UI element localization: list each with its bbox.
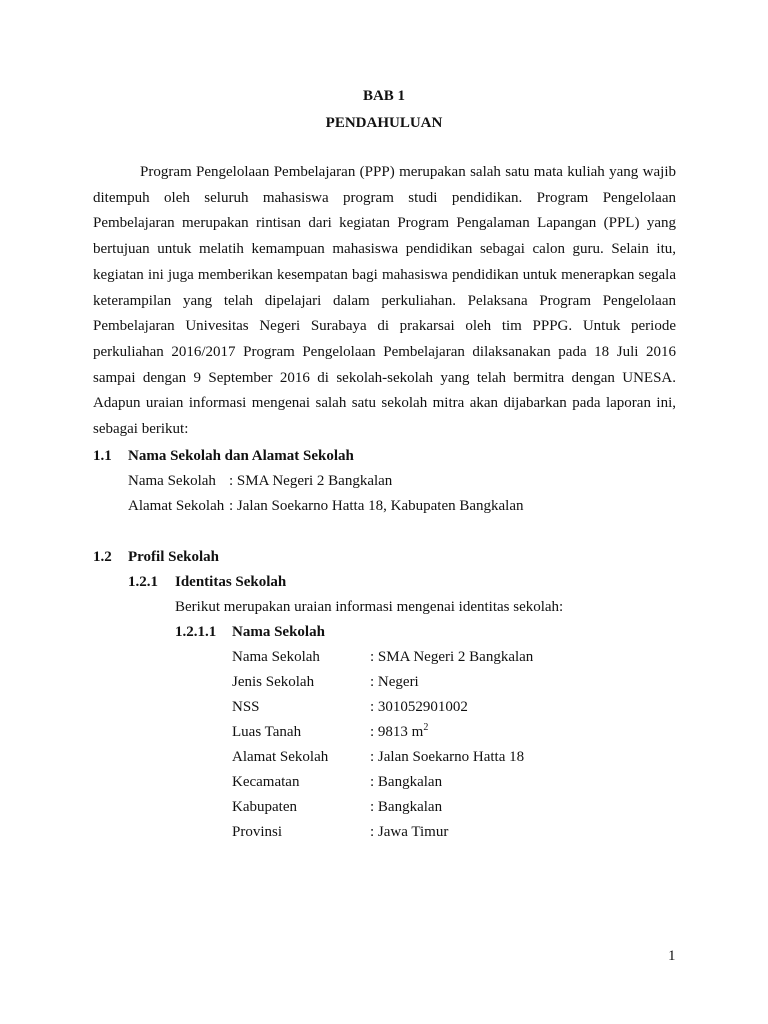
identity-value	[370, 724, 428, 741]
chapter-number: BAB 1	[362, 88, 406, 104]
page-number: 1	[668, 948, 676, 964]
intro-paragraph: Program Pengelolaan Pembelajaran (PPP) merupakan salah satu mata kuliah yang wajib ditempuh oleh seluruh mahasiswa program studi pendidikan. Program Pengelolaan Pembelajaran merupakan rintisan dari kegiatan Program Pengalaman Lapangan (PPL) yang bertujuan untuk melatih kemampuan mahasiswa pendidikan sebagai calon guru. Selain itu, kegiatan ini juga memberikan kesempatan bagi mahasiswa pendidikan untuk menerapkan segala keterampilan yang telah dipelajari dalam perkuliahan. Pelaksana Program Pengelolaan Pembelajaran Univesitas Negeri Surabaya di prakarsai oleh tim PPPG. Untuk periode perkuliahan 2016/2017 Program Pengelolaan Pembelajaran dilaksanakan pada 18 Juli 2016 sampai dengan 9 September 2016 di sekolah-sekolah yang telah bermitra dengan UNESA. Adapun uraian informasi mengenai salah satu sekolah mitra akan dijabarkan pada laporan ini, sebagai berikut:	[93, 164, 676, 438]
identity-value: : SMA Negeri 2 Bangkalan	[370, 649, 534, 665]
identity-value: : Jalan Soekarno Hatta 18	[370, 749, 525, 765]
identity-label: NSS	[232, 699, 260, 715]
identity-label: Provinsi	[232, 824, 283, 840]
section-1-2-1-1-number: 1.2.1.1	[175, 624, 217, 640]
section-1-1-title: Nama Sekolah dan Alamat Sekolah	[128, 448, 354, 464]
section-1-1-number: 1.1	[93, 448, 112, 464]
land-area-value: : 9813 m	[370, 724, 424, 740]
identity-label: Kabupaten	[232, 799, 297, 815]
identity-label: Jenis Sekolah	[232, 674, 315, 690]
land-area-unit-exponent: 2	[423, 722, 429, 733]
identity-value: : Bangkalan	[370, 799, 443, 815]
intro-paragraph-block	[93, 160, 676, 443]
identity-label: Nama Sekolah	[232, 649, 320, 665]
identity-value: : Jawa Timur	[370, 824, 449, 840]
identity-label: Alamat Sekolah	[232, 749, 329, 765]
section-1-2-number: 1.2	[93, 549, 112, 565]
section-1-2-1-1-title: Nama Sekolah	[232, 624, 325, 640]
identity-label: Luas Tanah	[232, 724, 302, 740]
school-address-value: : Jalan Soekarno Hatta 18, Kabupaten Bangkalan	[229, 498, 524, 514]
section-1-2-1-title: Identitas Sekolah	[175, 574, 287, 590]
school-name-value: : SMA Negeri 2 Bangkalan	[229, 473, 393, 489]
identity-intro: Berikut merupakan uraian informasi mengenai identitas sekolah:	[175, 599, 564, 615]
school-address-label: Alamat Sekolah	[128, 498, 225, 514]
school-name-label: Nama Sekolah	[128, 473, 216, 489]
section-1-2-1-number: 1.2.1	[128, 574, 158, 590]
identity-label: Kecamatan	[232, 774, 300, 790]
identity-value: : 301052901002	[370, 699, 468, 715]
chapter-title: PENDAHULUAN	[325, 115, 443, 131]
identity-value: : Negeri	[370, 674, 419, 690]
section-1-2-title: Profil Sekolah	[128, 549, 219, 565]
identity-value: : Bangkalan	[370, 774, 443, 790]
